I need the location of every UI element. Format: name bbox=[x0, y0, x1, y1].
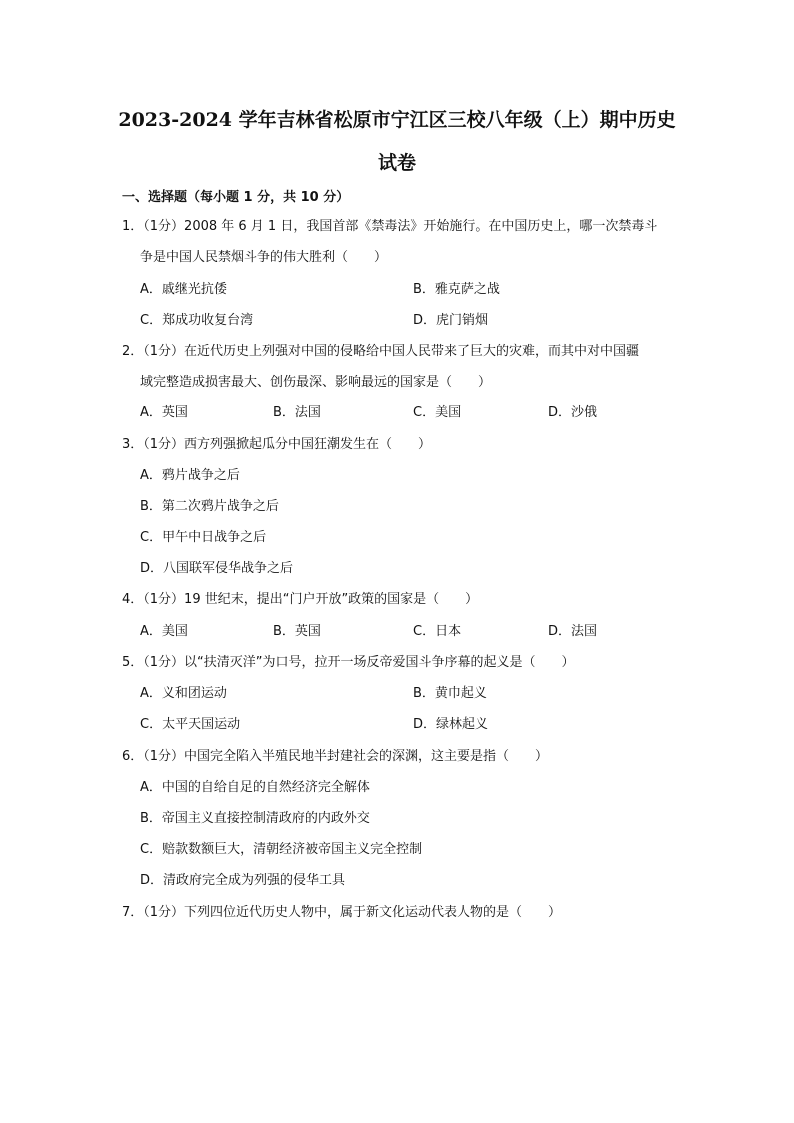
section-heading: 一、选择题（每小题 1 分，共 10 分） bbox=[122, 190, 350, 205]
question-3-option-d[interactable]: D．八国联军侵华战争之后 bbox=[140, 561, 294, 576]
question-2-option-a[interactable]: A．英国 bbox=[140, 405, 188, 420]
question-5-option-d[interactable]: D．绿林起义 bbox=[413, 717, 489, 732]
question-2-stem-line-1: 2．（1分）在近代历史上列强对中国的侵略给中国人民带来了巨大的灾难，而其中对中国疆 bbox=[122, 344, 640, 359]
question-6-stem: 6．（1分）中国完全陷入半殖民地半封建社会的深渊，这主要是指（ ） bbox=[122, 749, 549, 764]
exam-title-line-2: 试卷 bbox=[377, 152, 416, 174]
question-1-stem-line-2: 争是中国人民禁烟斗争的伟大胜利（ ） bbox=[140, 250, 388, 265]
question-1-stem-line-1: 1．（1分）2008 年 6 月 1 日，我国首部《禁毒法》开始施行。在中国历史上，哪一次禁毒斗 bbox=[122, 219, 658, 234]
question-4-option-a[interactable]: A．美国 bbox=[140, 624, 188, 639]
question-2-option-b[interactable]: B．法国 bbox=[273, 405, 321, 420]
question-5-option-b[interactable]: B．黄巾起义 bbox=[413, 686, 487, 701]
question-4-option-c[interactable]: C．日本 bbox=[413, 624, 462, 639]
question-4-stem: 4．（1分）19 世纪末，提出“门户开放”政策的国家是（ ） bbox=[122, 592, 479, 607]
question-7-stem: 7．（1分）下列四位近代历史人物中，属于新文化运动代表人物的是（ ） bbox=[122, 905, 562, 920]
question-4-option-d[interactable]: D．法国 bbox=[548, 624, 598, 639]
question-2-option-d[interactable]: D．沙俄 bbox=[548, 405, 598, 420]
question-1-option-a[interactable]: A．戚继光抗倭 bbox=[140, 282, 227, 297]
question-1-option-d[interactable]: D．虎门销烟 bbox=[413, 313, 489, 328]
question-6-option-c[interactable]: C．赔款数额巨大，清朝经济被帝国主义完全控制 bbox=[140, 842, 423, 857]
question-3-option-b[interactable]: B．第二次鸦片战争之后 bbox=[140, 499, 279, 514]
question-1-option-b[interactable]: B．雅克萨之战 bbox=[413, 282, 500, 297]
question-5-stem: 5．（1分）以“扶清灭洋”为口号，拉开一场反帝爱国斗争序幕的起义是（ ） bbox=[122, 655, 575, 670]
question-4-option-b[interactable]: B．英国 bbox=[273, 624, 321, 639]
question-3-option-a[interactable]: A．鸦片战争之后 bbox=[140, 468, 240, 483]
question-6-option-b[interactable]: B．帝国主义直接控制清政府的内政外交 bbox=[140, 811, 370, 826]
question-6-option-a[interactable]: A．中国的自给自足的自然经济完全解体 bbox=[140, 780, 370, 795]
question-2-option-c[interactable]: C．美国 bbox=[413, 405, 462, 420]
question-1-option-c[interactable]: C．郑成功收复台湾 bbox=[140, 313, 254, 328]
question-6-option-d[interactable]: D．清政府完全成为列强的侵华工具 bbox=[140, 873, 346, 888]
question-2-stem-line-2: 域完整造成损害最大、创伤最深、影响最远的国家是（ ） bbox=[140, 375, 492, 390]
question-5-option-c[interactable]: C．太平天国运动 bbox=[140, 717, 241, 732]
question-3-stem: 3．（1分）西方列强掀起瓜分中国狂潮发生在（ ） bbox=[122, 437, 432, 452]
question-3-option-c[interactable]: C．甲午中日战争之后 bbox=[140, 530, 267, 545]
exam-title-line-1: 2023-2024 学年吉林省松原市宁江区三校八年级（上）期中历史 bbox=[118, 109, 676, 131]
question-5-option-a[interactable]: A．义和团运动 bbox=[140, 686, 227, 701]
